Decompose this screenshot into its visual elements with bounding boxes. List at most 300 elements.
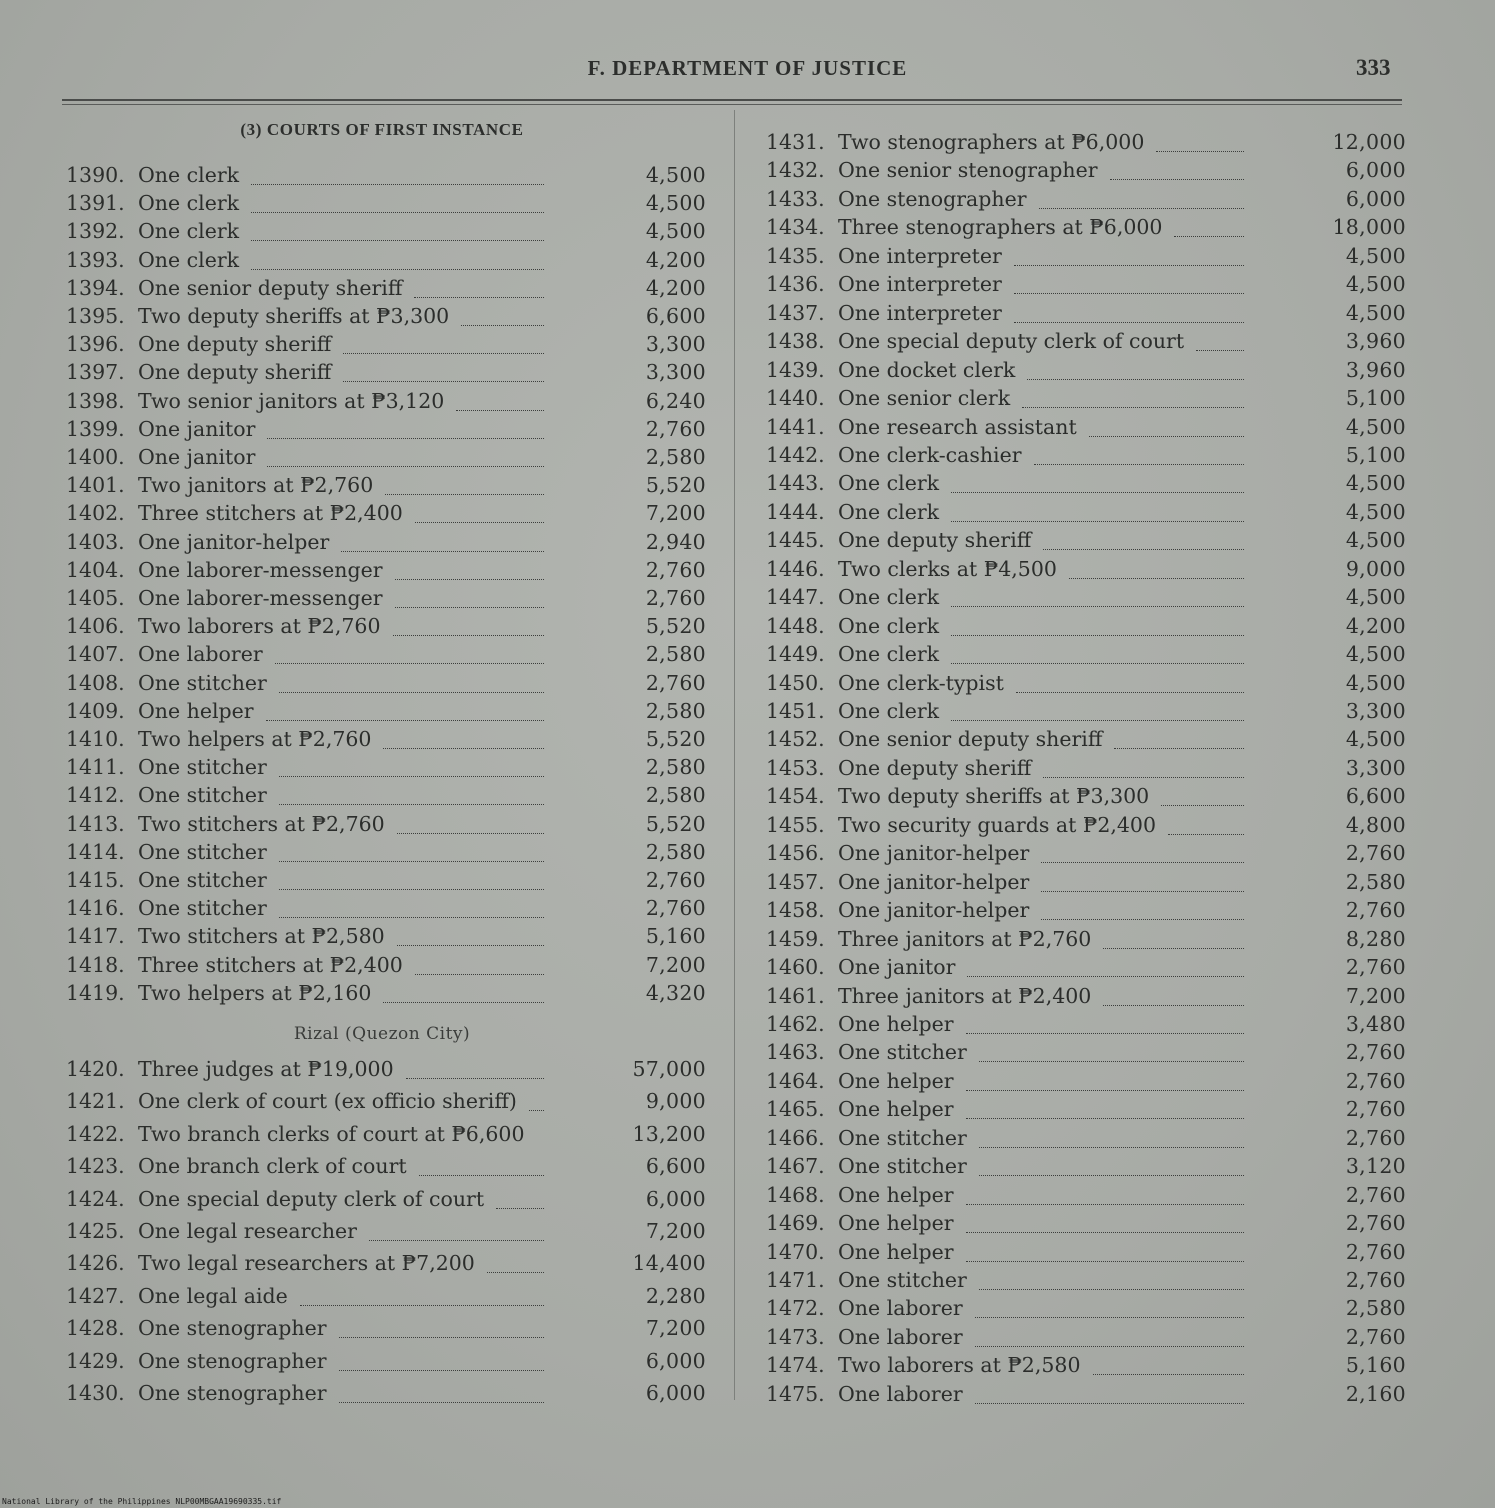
dot-leader xyxy=(339,1370,544,1371)
item-description: Two clerks at ₱4,500 xyxy=(838,556,1057,581)
item-amount: 2,760 xyxy=(645,868,706,892)
item-description: One clerk xyxy=(838,699,940,723)
item-number: 1409. xyxy=(66,698,125,723)
item-description: Two laborers at ₱2,760 xyxy=(138,614,381,639)
dot-leader xyxy=(975,1346,1244,1347)
item-description: One laborer-messenger xyxy=(138,586,383,610)
item-number: 1439. xyxy=(766,357,825,382)
dot-leader xyxy=(266,720,544,721)
item-amount: 7,200 xyxy=(645,952,706,977)
item-description: One clerk xyxy=(138,219,240,244)
item-amount: 2,580 xyxy=(645,698,706,723)
list-item xyxy=(766,1069,1406,1099)
item-number: 1458. xyxy=(766,898,825,923)
item-description: One senior deputy sheriff xyxy=(838,727,1103,752)
item-description: Three stenographers at ₱6,000 xyxy=(838,215,1163,240)
item-number: 1391. xyxy=(66,191,125,216)
item-amount: 9,000 xyxy=(1345,556,1406,581)
item-description: One janitor-helper xyxy=(138,529,330,554)
item-number: 1393. xyxy=(66,247,125,272)
list-item xyxy=(766,813,1406,843)
dot-leader xyxy=(1014,322,1244,323)
item-number: 1433. xyxy=(766,186,825,211)
item-amount: 6,000 xyxy=(1345,158,1406,183)
item-amount: 5,520 xyxy=(645,473,706,498)
item-number: 1466. xyxy=(766,1125,825,1150)
dot-leader xyxy=(1039,208,1244,209)
item-description: One janitor xyxy=(138,445,256,469)
item-amount: 7,200 xyxy=(1345,983,1406,1008)
list-item xyxy=(66,783,706,813)
list-item xyxy=(66,1316,706,1346)
item-amount: 5,520 xyxy=(645,727,706,751)
item-amount: 4,500 xyxy=(645,219,706,244)
dot-leader xyxy=(966,1232,1244,1233)
dot-leader xyxy=(406,1078,544,1079)
item-amount: 4,500 xyxy=(1345,414,1406,439)
item-amount: 4,500 xyxy=(1345,300,1406,325)
list-item xyxy=(66,473,706,503)
item-number: 1471. xyxy=(766,1268,825,1292)
item-number: 1413. xyxy=(66,811,125,836)
list-item xyxy=(766,1211,1406,1241)
item-number: 1431. xyxy=(766,130,825,154)
list-item xyxy=(766,727,1406,757)
item-amount: 3,960 xyxy=(1345,357,1406,382)
item-number: 1473. xyxy=(766,1324,825,1349)
item-description: One stenographer xyxy=(138,1316,327,1341)
item-description: One special deputy clerk of court xyxy=(838,329,1185,354)
item-amount: 2,760 xyxy=(1345,1211,1406,1236)
dot-leader xyxy=(951,635,1244,636)
dot-leader xyxy=(1168,834,1244,835)
item-number: 1425. xyxy=(66,1219,125,1243)
item-amount: 2,760 xyxy=(1345,898,1406,923)
item-description: One helper xyxy=(838,1211,954,1236)
item-number: 1467. xyxy=(766,1154,825,1179)
list-item xyxy=(66,248,706,278)
item-number: 1404. xyxy=(66,557,125,582)
dot-leader xyxy=(1196,350,1244,351)
item-description: One stitcher xyxy=(838,1268,967,1292)
dot-leader xyxy=(456,410,544,411)
item-amount: 4,200 xyxy=(1345,613,1406,638)
item-number: 1435. xyxy=(766,243,825,268)
list-item xyxy=(766,329,1406,359)
item-amount: 2,280 xyxy=(645,1283,706,1308)
list-item xyxy=(66,1284,706,1314)
dot-leader xyxy=(383,748,544,749)
list-item xyxy=(66,1349,706,1379)
item-number: 1446. xyxy=(766,556,825,581)
item-amount: 5,160 xyxy=(1345,1353,1406,1378)
item-amount: 3,960 xyxy=(1345,329,1406,354)
item-description: One clerk xyxy=(838,585,940,610)
list-item xyxy=(766,557,1406,587)
dot-leader xyxy=(343,353,544,354)
header-rule xyxy=(62,99,1402,101)
dot-leader xyxy=(279,692,544,693)
dot-leader xyxy=(415,522,544,523)
item-description: One helper xyxy=(838,1068,954,1093)
item-number: 1405. xyxy=(66,586,125,610)
item-number: 1474. xyxy=(766,1353,825,1378)
item-description: Three janitors at ₱2,760 xyxy=(838,926,1092,951)
list-item xyxy=(766,130,1406,160)
list-item xyxy=(66,304,706,334)
item-description: One stitcher xyxy=(138,783,267,808)
item-description: One laborer xyxy=(838,1296,963,1321)
dot-leader xyxy=(251,184,544,185)
dot-leader xyxy=(496,1208,544,1209)
dot-leader xyxy=(251,212,544,213)
dot-leader xyxy=(1156,151,1244,152)
list-item xyxy=(766,1126,1406,1156)
item-number: 1438. xyxy=(766,329,825,354)
item-amount: 5,100 xyxy=(1345,386,1406,411)
item-description: Two legal researchers at ₱7,200 xyxy=(138,1251,475,1276)
item-amount: 12,000 xyxy=(1332,130,1406,154)
dot-leader xyxy=(275,663,544,664)
scan-footer: National Library of the Philippines NLP00MBGAA19690335.tif xyxy=(2,1497,282,1506)
item-number: 1461. xyxy=(766,983,825,1008)
item-amount: 9,000 xyxy=(645,1089,706,1114)
item-number: 1398. xyxy=(66,388,125,413)
item-amount: 14,400 xyxy=(632,1251,706,1276)
item-description: Three stitchers at ₱2,400 xyxy=(138,501,403,526)
list-item xyxy=(66,276,706,306)
item-description: Two helpers at ₱2,760 xyxy=(138,727,372,751)
item-amount: 6,600 xyxy=(1345,784,1406,809)
list-item xyxy=(66,417,706,447)
list-item xyxy=(66,614,706,644)
item-number: 1457. xyxy=(766,869,825,894)
item-description: Two branch clerks of court at ₱6,600 xyxy=(138,1121,525,1146)
item-amount: 2,580 xyxy=(645,839,706,864)
item-amount: 2,580 xyxy=(1345,1296,1406,1321)
item-number: 1449. xyxy=(766,642,825,667)
item-description: One senior deputy sheriff xyxy=(138,275,403,300)
item-description: One deputy sheriff xyxy=(138,332,332,357)
page-title: F. DEPARTMENT OF JUSTICE xyxy=(587,56,908,80)
list-item xyxy=(66,896,706,926)
item-amount: 4,500 xyxy=(1345,585,1406,610)
item-description: One special deputy clerk of court xyxy=(138,1186,485,1211)
list-item xyxy=(766,1183,1406,1213)
dot-leader xyxy=(1114,748,1244,749)
item-description: One laborer xyxy=(138,642,263,667)
item-number: 1463. xyxy=(766,1040,825,1065)
item-amount: 5,520 xyxy=(645,811,706,836)
list-item xyxy=(766,528,1406,558)
dot-leader xyxy=(279,804,544,805)
list-item xyxy=(66,699,706,729)
item-amount: 4,500 xyxy=(645,191,706,216)
item-number: 1402. xyxy=(66,501,125,526)
dot-leader xyxy=(1022,407,1244,408)
item-number: 1472. xyxy=(766,1296,825,1321)
item-number: 1397. xyxy=(66,360,125,385)
item-number: 1440. xyxy=(766,386,825,411)
list-item xyxy=(766,1353,1406,1383)
item-amount: 4,200 xyxy=(645,275,706,300)
item-number: 1456. xyxy=(766,841,825,866)
item-number: 1406. xyxy=(66,614,125,639)
item-number: 1451. xyxy=(766,699,825,723)
item-amount: 6,000 xyxy=(1345,186,1406,211)
dot-leader xyxy=(1014,293,1244,294)
item-number: 1468. xyxy=(766,1182,825,1207)
item-amount: 2,580 xyxy=(645,755,706,780)
dot-leader xyxy=(395,607,544,608)
item-number: 1443. xyxy=(766,471,825,496)
dot-leader xyxy=(966,1118,1244,1119)
item-number: 1441. xyxy=(766,414,825,439)
item-description: One janitor xyxy=(838,955,956,980)
item-amount: 2,580 xyxy=(645,642,706,667)
item-description: One interpreter xyxy=(838,300,1002,325)
item-amount: 6,600 xyxy=(645,304,706,328)
list-item xyxy=(66,1057,706,1087)
item-number: 1390. xyxy=(66,163,125,187)
dot-leader xyxy=(1103,1005,1244,1006)
list-item xyxy=(66,501,706,531)
dot-leader xyxy=(341,551,544,552)
item-description: One interpreter xyxy=(838,272,1002,297)
item-number: 1455. xyxy=(766,812,825,837)
item-description: One clerk-cashier xyxy=(838,442,1022,467)
item-amount: 7,200 xyxy=(645,501,706,526)
item-amount: 4,500 xyxy=(1345,528,1406,553)
list-item xyxy=(766,1154,1406,1184)
item-description: One stitcher xyxy=(138,670,267,695)
dot-leader xyxy=(1093,1374,1244,1375)
dot-leader xyxy=(979,1147,1244,1148)
list-item xyxy=(766,1240,1406,1270)
list-item xyxy=(766,699,1406,729)
item-amount: 5,100 xyxy=(1345,442,1406,467)
item-amount: 3,300 xyxy=(645,332,706,357)
list-item xyxy=(766,898,1406,928)
list-item xyxy=(766,1012,1406,1042)
dot-leader xyxy=(951,606,1244,607)
list-item xyxy=(766,841,1406,871)
list-item xyxy=(766,386,1406,416)
dot-leader xyxy=(1016,692,1244,693)
item-amount: 2,760 xyxy=(1345,1268,1406,1292)
dot-leader xyxy=(966,1033,1244,1034)
item-amount: 2,760 xyxy=(645,586,706,610)
dot-leader xyxy=(966,1204,1244,1205)
item-amount: 4,500 xyxy=(1345,727,1406,752)
item-amount: 2,580 xyxy=(645,445,706,469)
item-description: One clerk xyxy=(138,163,240,187)
item-amount: 2,940 xyxy=(645,529,706,554)
dot-leader xyxy=(369,1240,544,1241)
list-item xyxy=(766,187,1406,217)
item-number: 1450. xyxy=(766,670,825,695)
item-number: 1410. xyxy=(66,727,125,751)
item-description: One senior clerk xyxy=(838,386,1011,411)
dot-leader xyxy=(300,1305,544,1306)
item-number: 1414. xyxy=(66,839,125,864)
item-amount: 6,000 xyxy=(645,1186,706,1211)
dot-leader xyxy=(279,917,544,918)
item-number: 1442. xyxy=(766,442,825,467)
item-description: One deputy sheriff xyxy=(838,528,1032,553)
item-description: One clerk-typist xyxy=(838,670,1004,695)
item-description: One stenographer xyxy=(138,1348,327,1373)
item-amount: 2,760 xyxy=(1345,1324,1406,1349)
item-amount: 18,000 xyxy=(1332,215,1406,240)
dot-leader xyxy=(279,861,544,862)
item-amount: 5,520 xyxy=(645,614,706,639)
item-number: 1432. xyxy=(766,158,825,183)
dot-leader xyxy=(343,381,544,382)
item-number: 1421. xyxy=(66,1089,125,1114)
item-number: 1394. xyxy=(66,275,125,300)
dot-leader xyxy=(966,1261,1244,1262)
dot-leader xyxy=(975,1317,1244,1318)
item-number: 1464. xyxy=(766,1068,825,1093)
item-description: Three judges at ₱19,000 xyxy=(138,1057,394,1081)
item-amount: 4,500 xyxy=(1345,499,1406,524)
item-description: One stitcher xyxy=(838,1040,967,1065)
item-number: 1447. xyxy=(766,585,825,610)
item-number: 1452. xyxy=(766,727,825,752)
list-item xyxy=(766,614,1406,644)
item-description: One stitcher xyxy=(838,1125,967,1150)
list-item xyxy=(66,1219,706,1249)
list-item xyxy=(66,1122,706,1152)
item-amount: 57,000 xyxy=(632,1057,706,1081)
list-item xyxy=(66,671,706,701)
item-amount: 2,760 xyxy=(1345,1239,1406,1264)
item-description: Two deputy sheriffs at ₱3,300 xyxy=(138,304,450,328)
item-amount: 4,500 xyxy=(1345,471,1406,496)
dot-leader xyxy=(1110,179,1244,180)
item-description: One stitcher xyxy=(138,755,267,780)
item-amount: 2,760 xyxy=(1345,955,1406,980)
item-description: Two laborers at ₱2,580 xyxy=(838,1353,1081,1378)
list-item xyxy=(766,1296,1406,1326)
item-description: One stenographer xyxy=(838,186,1027,211)
item-amount: 2,760 xyxy=(645,670,706,695)
item-number: 1429. xyxy=(66,1348,125,1373)
item-description: One clerk xyxy=(838,471,940,496)
list-item xyxy=(66,755,706,785)
item-amount: 2,760 xyxy=(1345,1097,1406,1122)
item-description: One stitcher xyxy=(138,868,267,892)
list-item xyxy=(766,870,1406,900)
item-description: One stitcher xyxy=(838,1154,967,1179)
item-amount: 2,760 xyxy=(1345,1125,1406,1150)
list-item xyxy=(766,301,1406,331)
list-item xyxy=(66,1381,706,1411)
item-number: 1400. xyxy=(66,445,125,469)
item-description: One stenographer xyxy=(138,1381,327,1405)
dot-leader xyxy=(979,1061,1244,1062)
dot-leader xyxy=(339,1402,544,1403)
item-description: One clerk xyxy=(138,191,240,216)
item-description: One docket clerk xyxy=(838,357,1016,382)
list-item xyxy=(66,1187,706,1217)
dot-leader xyxy=(1014,265,1244,266)
list-item xyxy=(66,360,706,390)
dot-leader xyxy=(461,325,544,326)
item-number: 1403. xyxy=(66,529,125,554)
list-item xyxy=(766,415,1406,445)
dot-leader xyxy=(979,1289,1244,1290)
dot-leader xyxy=(951,720,1244,721)
page-number: 333 xyxy=(1356,55,1391,80)
dot-leader xyxy=(267,466,544,467)
item-description: One helper xyxy=(138,698,254,723)
list-item xyxy=(66,981,706,1011)
dot-leader xyxy=(1161,805,1244,806)
dot-leader xyxy=(529,1110,544,1111)
item-description: One research assistant xyxy=(838,414,1077,439)
dot-leader xyxy=(967,976,1244,977)
list-item xyxy=(766,471,1406,501)
list-item xyxy=(766,1268,1406,1298)
item-number: 1419. xyxy=(66,980,125,1005)
item-number: 1423. xyxy=(66,1154,125,1179)
item-amount: 2,160 xyxy=(1345,1381,1406,1406)
item-number: 1453. xyxy=(766,755,825,780)
dot-leader xyxy=(415,974,544,975)
dot-leader xyxy=(1069,578,1244,579)
item-amount: 2,760 xyxy=(1345,1182,1406,1207)
item-amount: 2,760 xyxy=(645,557,706,582)
dot-leader xyxy=(279,776,544,777)
dot-leader xyxy=(951,663,1244,664)
list-item xyxy=(66,727,706,757)
item-amount: 2,760 xyxy=(1345,1040,1406,1065)
dot-leader xyxy=(393,635,544,636)
item-number: 1417. xyxy=(66,924,125,949)
item-amount: 7,200 xyxy=(645,1219,706,1243)
dot-leader xyxy=(1041,891,1244,892)
section-heading: (3) COURTS OF FIRST INSTANCE xyxy=(240,120,524,139)
list-item xyxy=(66,445,706,475)
list-item xyxy=(66,868,706,898)
item-amount: 13,200 xyxy=(632,1121,706,1146)
list-item xyxy=(766,1097,1406,1127)
item-amount: 6,000 xyxy=(645,1381,706,1405)
dot-leader xyxy=(979,1175,1244,1176)
list-item xyxy=(66,642,706,672)
item-description: One laborer xyxy=(838,1381,963,1406)
list-item xyxy=(66,530,706,560)
item-description: Three stitchers at ₱2,400 xyxy=(138,952,403,977)
item-number: 1418. xyxy=(66,952,125,977)
dot-leader xyxy=(1174,236,1244,237)
item-number: 1395. xyxy=(66,304,125,328)
item-number: 1407. xyxy=(66,642,125,667)
list-item xyxy=(766,443,1406,473)
dot-leader xyxy=(397,945,544,946)
item-amount: 3,300 xyxy=(1345,699,1406,723)
item-amount: 2,580 xyxy=(645,783,706,808)
item-description: One janitor-helper xyxy=(838,841,1030,866)
item-description: Two helpers at ₱2,160 xyxy=(138,980,372,1005)
item-amount: 2,760 xyxy=(1345,1068,1406,1093)
item-description: Two senior janitors at ₱3,120 xyxy=(138,388,445,413)
dot-leader xyxy=(279,889,544,890)
item-number: 1460. xyxy=(766,955,825,980)
dot-leader xyxy=(1043,777,1244,778)
